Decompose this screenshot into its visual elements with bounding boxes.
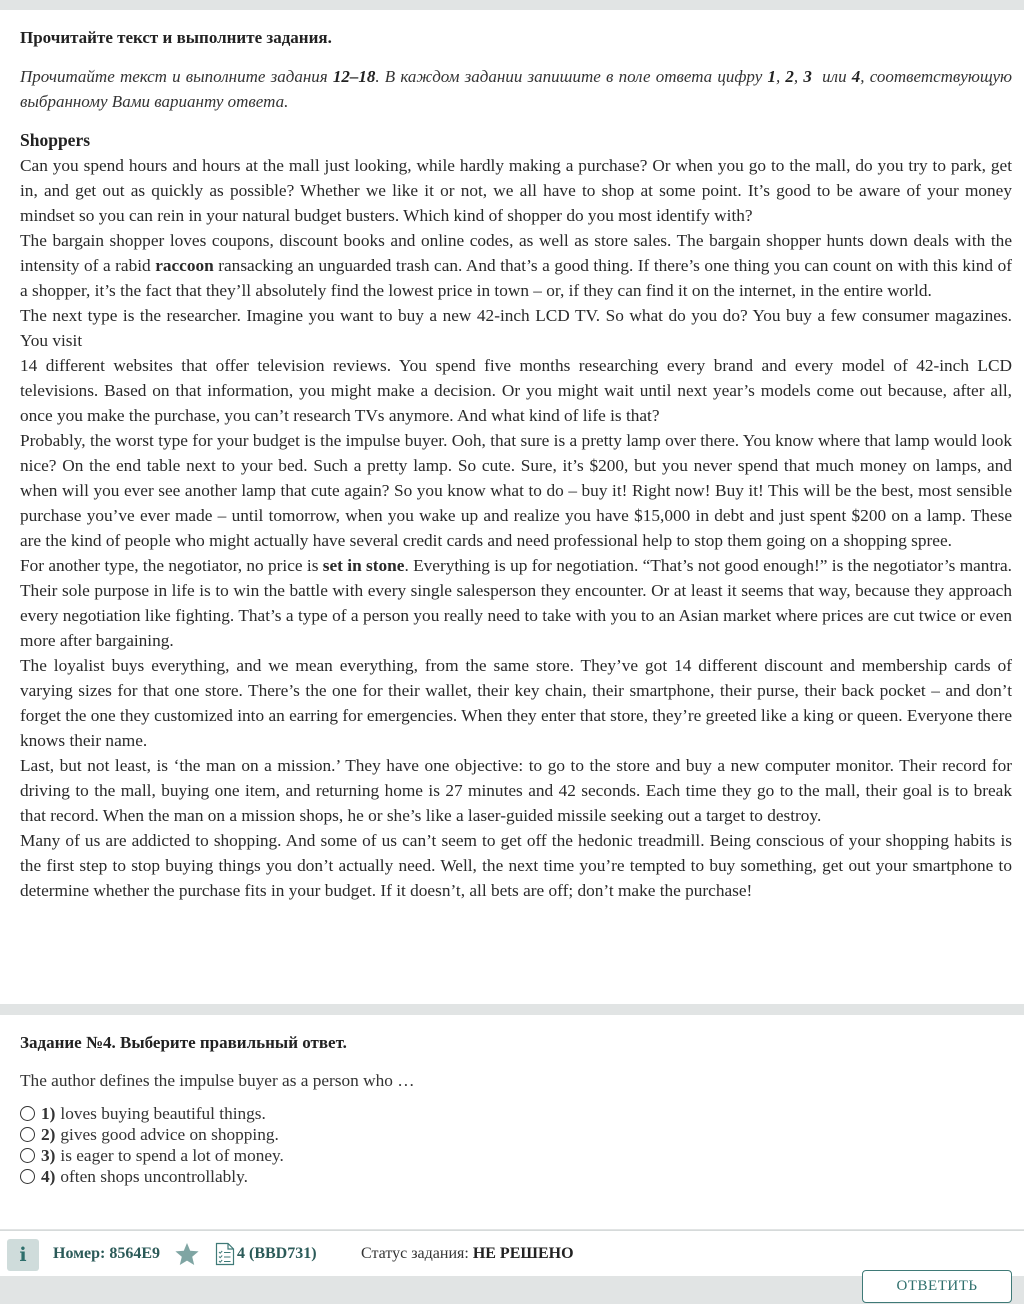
task-number: Номер: 8564E9: [53, 1245, 161, 1262]
article-paragraph: The next type is the researcher. Imagine you want to buy a new 42-inch LCD TV. So what do you do? You buy a few consumer magazines. You visit: [20, 306, 1012, 350]
radio-button[interactable]: [20, 1106, 35, 1121]
task-title: Задание №4. Выберите правильный ответ.: [20, 1033, 347, 1052]
article-title: Shoppers: [20, 130, 91, 150]
info-button[interactable]: i: [7, 1239, 39, 1271]
article-paragraph: Many of us are addicted to shopping. And some of us can’t seem to get off the hedonic treadmill. Being conscious of your shopping habits is the first step to stop buying things you don’t actually need. Well, the next time you’re tempted to buy something, get out your smartphone to determine whether the purchase fits in your budget. If it doesn’t, all bets are off; don’t make the purchase!: [20, 831, 1012, 900]
instructions-title: Прочитайте текст и выполните задания.: [20, 28, 332, 47]
article-paragraph: Probably, the worst type for your budget is the impulse buyer. Ooh, that sure is a pretty lamp over there. You know where that lamp would look nice? On the end table next to your bed. Such a pretty lamp. So cute. Sure, it’s $200, but you never spend that much money on lamps, and when will you ever see another lamp that cute again? So you know what to do – buy it! Right now! Buy it! This will be the best, most sensible purchase you’ve ever made – until tomorrow, when you wake up and realize you have $15,000 in debt and just spent $200 on a lamp. These are the kind of people who might actually have several credit cards and need professional help to stop them going on a shopping spree.: [20, 431, 1012, 550]
answer-option-3[interactable]: [20, 1145, 1004, 1166]
option-text: is eager to spend a lot of money.: [60, 1146, 284, 1165]
document-list-icon[interactable]: [215, 1242, 235, 1266]
option-text: often shops uncontrollably.: [60, 1167, 248, 1186]
status-badge: НЕ РЕШЕНО: [472, 1245, 574, 1262]
article-paragraph: The loyalist buys everything, and we mean everything, from the same store. They’ve got 14 different discount and membership cards of varying sizes for that one store. There’s the one for their wallet, their key chain, their smartphone, their purse, their back pocket – and don’t forget the one they customized into an earring for emergencies. When they enter that store, they’re greeted like a king or queen. Everyone there knows their name.: [20, 656, 1012, 750]
answer-option-1[interactable]: [20, 1103, 1004, 1124]
task-question: The author defines the impulse buyer as a person who …: [20, 1071, 415, 1090]
article-paragraph: Last, but not least, is ‘the man on a mission.’ They have one objective: to go to the store and buy a new computer monitor. Their record for driving to the mall, buying one item, and returning home is 27 minutes and 42 seconds. Each time they go to the mall, their goal is to break that record. When the man on a mission shops, he or she’s like a laser-guided missile seeking out a target to destroy.: [20, 756, 1012, 825]
option-text: loves buying beautiful things.: [60, 1104, 266, 1123]
article-paragraph: For another type, the negotiator, no price is set in stone. Everything is up for negotiation. “That’s not good enough!” is the negotiator’s mantra. Their sole purpose in life is to win the battle with every single salesperson they encounter. Or at least it seems that way, because they approach every negotiation like fighting. That’s a type of a person you really need to take with you to an Asian market where prices are cut twice or even more after bargaining.: [20, 556, 1012, 650]
top-band: [0, 0, 1024, 10]
answer-option-4[interactable]: [20, 1166, 1004, 1187]
radio-button[interactable]: [20, 1169, 35, 1184]
article-paragraph: The bargain shopper loves coupons, discount books and online codes, as well as store sales. The bargain shopper hunts down deals with the intensity of a rabid raccoon ransacking an unguarded trash can. And that’s a good thing. If there’s one thing you can count on with this kind of a shopper, it’s the fact that they’ll absolutely find the lowest price in town – or, if they can find it on the internet, in the entire world.: [20, 231, 1012, 300]
instructions-body: Прочитайте текст и выполните задания 12–18. В каждом задании запишите в поле ответа цифру 1, 2, 3 или 4, соответствующую выбранному Вами варианту ответа.: [20, 67, 1012, 111]
radio-button[interactable]: [20, 1148, 35, 1163]
option-number: 4): [41, 1167, 56, 1186]
radio-button[interactable]: [20, 1127, 35, 1142]
option-text: gives good advice on shopping.: [60, 1125, 279, 1144]
option-number: 1): [41, 1104, 56, 1123]
task-status: Статус задания: НЕ РЕШЕНО: [361, 1245, 574, 1262]
answer-option-2[interactable]: [20, 1124, 1004, 1145]
option-number: 3): [41, 1146, 56, 1165]
reading-text-panel: [0, 10, 1024, 1004]
answer-button[interactable]: ОТВЕТИТЬ: [862, 1270, 1012, 1303]
star-icon[interactable]: [174, 1242, 200, 1266]
article-paragraph: 14 different websites that offer television reviews. You spend five months researching every brand and every model of 42-inch LCD televisions. Based on that information, you might make a decision. Or you might wait until next year’s models come out because, after all, once you make the purchase, you can’t research TVs anymore. And what kind of life is that?: [20, 356, 1012, 425]
task-panel: [0, 1015, 1024, 1229]
article-paragraph: Can you spend hours and hours at the mall just looking, while hardly making a purchase? Or when you go to the mall, do you try to park, get in, and get out as quickly as possible? Whether we like it or not, we all have to shop at some point. It’s good to be aware of your money mindset so you can rein in your natural budget busters. Which kind of shopper do you most identify with?: [20, 156, 1012, 225]
task-code[interactable]: 4 (BBD731): [237, 1245, 317, 1262]
option-number: 2): [41, 1125, 56, 1144]
